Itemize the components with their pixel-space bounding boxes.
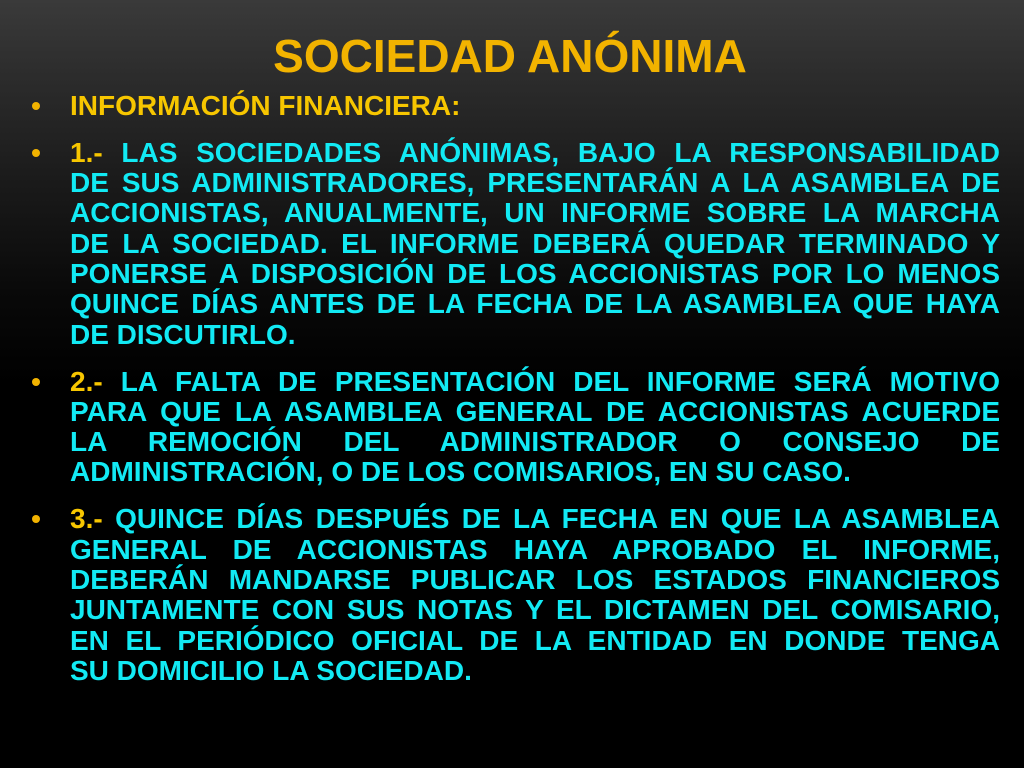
line-text: QUINCE DÍAS DESPUÉS DE LA FECHA EN QUE LA ASAMBLEA xyxy=(115,503,1000,535)
item-number: 1.- xyxy=(70,136,103,168)
line-text: LAS SOCIEDADES ANÓNIMAS, BAJO LA RESPONSABILIDAD xyxy=(121,136,1000,168)
bullet-icon xyxy=(32,378,40,386)
paragraph-line: PARA QUE LA ASAMBLEA GENERAL DE ACCIONISTAS ACUERDE xyxy=(70,395,1000,427)
bullet-icon xyxy=(32,515,40,523)
paragraph-line: LA REMOCIÓN DEL ADMINISTRADOR O CONSEJO DE xyxy=(70,426,1000,458)
bullet-item-1 xyxy=(70,138,1000,350)
paragraph-line: QUINCE DÍAS ANTES DE LA FECHA DE LA ASAMBLEA QUE HAYA xyxy=(70,288,1000,320)
paragraph-line: DEBERÁN MANDARSE PUBLICAR LOS ESTADOS FINANCIEROS xyxy=(70,563,1000,595)
slide-title: SOCIEDAD ANÓNIMA xyxy=(273,30,747,82)
paragraph-line: GENERAL DE ACCIONISTAS HAYA APROBADO EL INFORME, xyxy=(70,533,1000,565)
bullet-item-3 xyxy=(70,504,1000,686)
bullet-heading-item xyxy=(70,91,1000,121)
paragraph-line: PONERSE A DISPOSICIÓN DE LOS ACCIONISTAS POR LO MENOS xyxy=(70,258,1000,290)
paragraph-line: JUNTAMENTE CON SUS NOTAS Y EL DICTAMEN DEL COMISARIO, xyxy=(70,594,1000,626)
paragraph-line: SU DOMICILIO LA SOCIEDAD. xyxy=(70,654,472,686)
paragraph-line: DE LA SOCIEDAD. EL INFORME DEBERÁ QUEDAR TERMINADO Y xyxy=(70,227,1000,259)
paragraph-line: DE SUS ADMINISTRADORES, PRESENTARÁN A LA ASAMBLEA DE xyxy=(70,167,1000,199)
paragraph-line xyxy=(70,367,1000,397)
paragraph-line xyxy=(70,138,1000,168)
paragraph-line: EN EL PERIÓDICO OFICIAL DE LA ENTIDAD EN DONDE TENGA xyxy=(70,624,1000,656)
paragraph-line: ADMINISTRACIÓN, O DE LOS COMISARIOS, EN SU CASO. xyxy=(70,456,851,488)
bullet-item-2 xyxy=(70,367,1000,488)
section-heading: INFORMACIÓN FINANCIERA: xyxy=(70,90,461,121)
bullet-icon xyxy=(32,102,40,110)
line-text: LA FALTA DE PRESENTACIÓN DEL INFORME SERÁ MOTIVO xyxy=(120,365,1001,397)
paragraph-line xyxy=(70,504,1000,534)
paragraph-line: ACCIONISTAS, ANUALMENTE, UN INFORME SOBRE LA MARCHA xyxy=(70,197,1000,229)
bullet-list xyxy=(70,91,1000,703)
paragraph-line: DE DISCUTIRLO. xyxy=(70,318,296,350)
item-number: 3.- xyxy=(70,503,103,535)
item-number: 2.- xyxy=(70,365,103,397)
bullet-icon xyxy=(32,149,40,157)
